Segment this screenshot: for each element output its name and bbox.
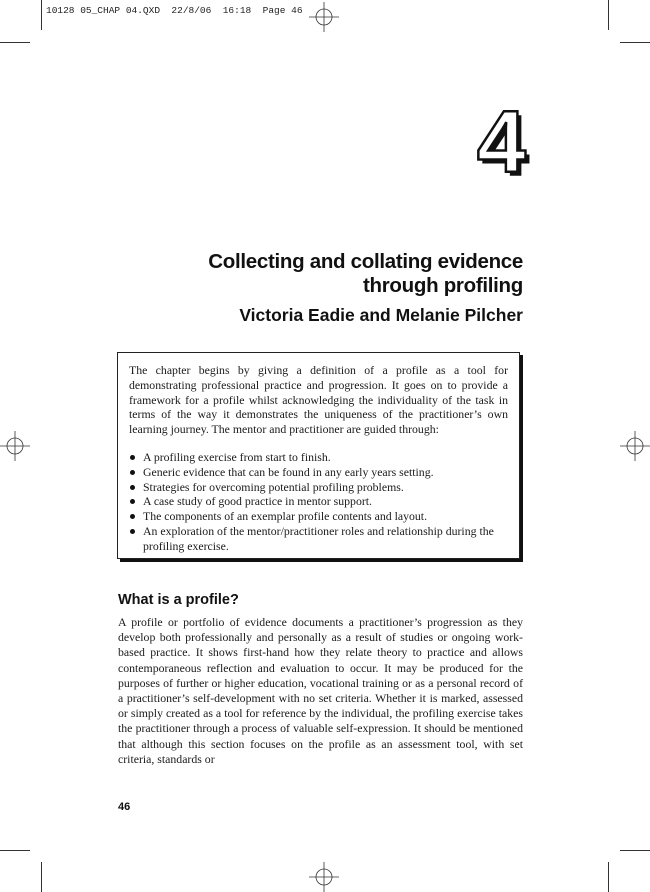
crop-mark <box>0 42 30 43</box>
crop-mark <box>608 0 609 30</box>
list-item: A profiling exercise from start to finish. <box>129 450 508 465</box>
section-body-paragraph: A profile or portfolio of evidence documents a practitioner’s progression as they develop both professionally and personally as a result of studies or ongoing work-based practice. It shows first-hand how they relate theory to practice and allows contemporaneous reflection and evaluation to occur. It may be produced for the purposes of further or higher education, vocational training or as a personal record of a practitioner’s self-development with no set criteria. Whether it is marked, assessed or simply created as a tool for reference by the individual, the profiling exercise takes the practitioner through a process of valuable self-expression. It should be mentioned that although this section focuses on the profile as an assessment tool, with set criteria, standards or <box>118 615 523 766</box>
bullet-icon <box>130 499 135 504</box>
crop-mark <box>41 0 42 30</box>
crop-mark <box>620 42 650 43</box>
crop-mark <box>608 862 609 892</box>
chapter-abstract-box <box>117 352 520 559</box>
list-item: An exploration of the mentor/practitioner roles and relationship during the profiling exercise. <box>129 524 508 554</box>
crop-mark <box>0 850 30 851</box>
section-heading: What is a profile? <box>118 592 239 608</box>
registration-mark-top <box>309 2 339 32</box>
chapter-title-line-1: Collecting and collating evidence <box>208 250 523 273</box>
crop-mark <box>41 862 42 892</box>
page-number: 46 <box>118 801 131 813</box>
registration-mark-right <box>620 431 650 461</box>
abstract-intro: The chapter begins by giving a definition of a profile as a tool for demonstrating professional practice and progression. It goes on to provide a framework for a profile whilst acknowledging the individuality of the task in terms of the way it demonstrates the uniqueness of the practitioner’s own learning journey. The mentor and practitioner are guided through: <box>129 363 508 437</box>
registration-mark-left <box>0 431 30 461</box>
bullet-icon <box>130 514 135 519</box>
crop-mark <box>620 850 650 851</box>
chapter-title <box>103 250 523 298</box>
abstract-bullet-list <box>129 450 508 554</box>
list-item: Generic evidence that can be found in any early years setting. <box>129 465 508 480</box>
chapter-authors: Victoria Eadie and Melanie Pilcher <box>239 305 523 325</box>
chapter-number: 4 <box>477 92 526 191</box>
printer-slug: 10128 05_CHAP 04.QXD 22/8/06 16:18 Page 46 <box>46 5 303 16</box>
bullet-icon <box>130 485 135 490</box>
list-item: A case study of good practice in mentor support. <box>129 494 508 509</box>
bullet-icon <box>130 470 135 475</box>
list-item: The components of an exemplar profile contents and layout. <box>129 509 508 524</box>
chapter-title-line-2: through profiling <box>363 274 523 297</box>
registration-mark-bottom <box>309 862 339 892</box>
bullet-icon <box>130 455 135 460</box>
list-item: Strategies for overcoming potential profiling problems. <box>129 480 508 495</box>
bullet-icon <box>130 529 135 534</box>
